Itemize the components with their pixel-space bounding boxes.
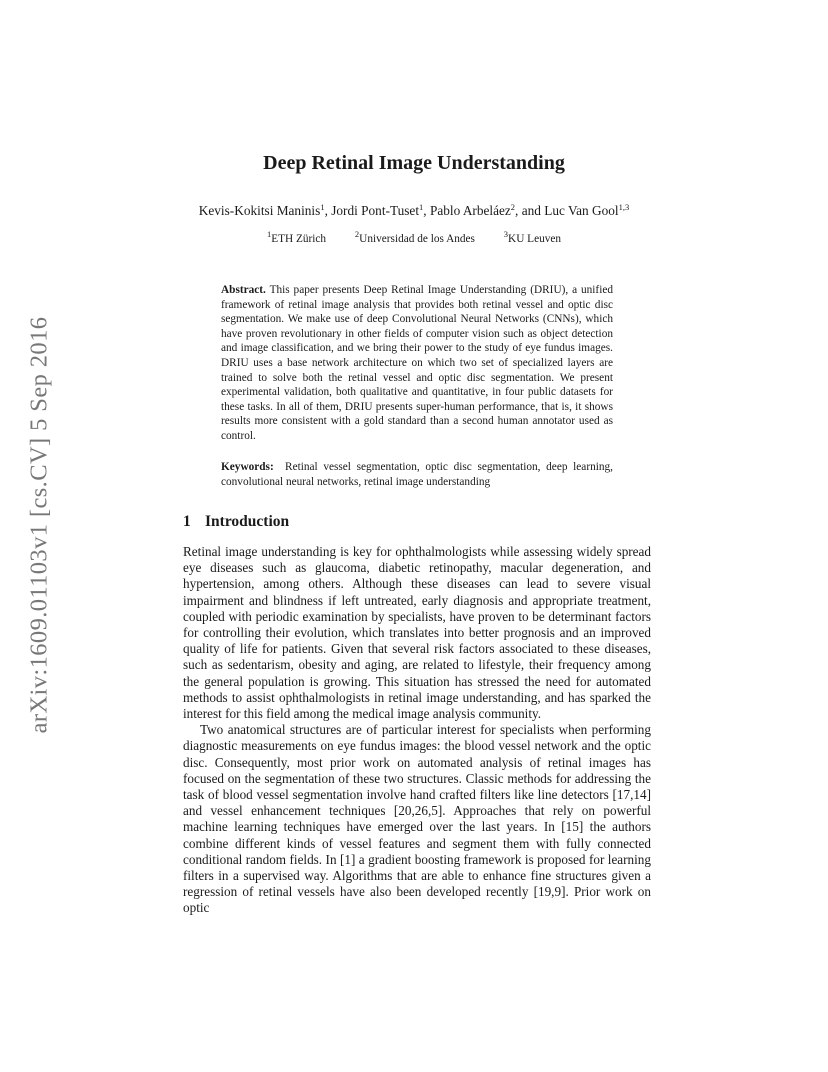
body-paragraph: Two anatomical structures are of particular interest for specialists when performing diagnostic measurements on eye fundus images: the blood vessel network and the optic disc. Consequently, most prior work on automated analysis of retinal images has focused on the segmentation of these two structures. Classic methods for addressing the task of blood vessel segmentation involve hand crafted filters like line detectors [17,14] and vessel enhancement techniques [20,26,5]. Approaches that rely on powerful machine learning techniques have emerged over the last years. In [15] the authors combine different kinds of vessel features and segment them with fully connected conditional random fields. In [1] a gradient boosting framework is proposed for learning filters in a supervised way. Algorithms that are able to enhance fine structures given a regression of retinal vessels have also been developed recently [19,9]. Prior work on optic [183, 722, 651, 916]
keywords-text: Retinal vessel segmentation, optic disc segmentation, deep learning, convolutional neural networks, retinal image understanding [221, 461, 613, 488]
arxiv-id-text: arXiv:1609.01103v1 [cs.CV] 5 Sep 2016 [25, 316, 52, 734]
author: Kevis-Kokitsi Maninis$^1$ [198, 202, 325, 218]
author: Jordi Pont-Tuset$^1$ [331, 202, 424, 218]
keywords-label: Keywords: [221, 461, 274, 473]
author: Luc Van Gool$^{1,3}$ [544, 202, 630, 218]
abstract [221, 283, 613, 444]
body-paragraph: Retinal image understanding is key for ophthalmologists while assessing widely spread eye diseases such as glaucoma, diabetic retinopathy, macular degeneration, and hypertension, among others. Although these diseases can lead to severe visual impairment and blindness if left untreated, early diagnosis and appropriate treatment, coupled with periodic examination by specialists, have proven to be determinant factors for controlling their evolution, which translates into better prognosis and an improved quality of life for patients. Given that several risk factors associated to these diseases, such as sedentarism, obesity and aging, are related to lifestyle, their frequency among the general population is growing. This situation has stressed the need for automated methods to assist ophthalmologists in retinal image understanding, and has sparked the interest for this field among the medical image analysis community. [183, 544, 651, 722]
author-list: Kevis-Kokitsi Maninis$^1$, Jordi Pont-Tuset$^1$, Pablo Arbeláez$^2$, and Luc Van Gool$^{1,3}$ [198, 202, 630, 218]
abstract-label: Abstract. [221, 284, 266, 296]
affiliation-list [0, 229, 828, 245]
section-heading-introduction [183, 513, 289, 531]
affiliation: $^3$KU Leuven [503, 229, 562, 245]
abstract-text: This paper presents Deep Retinal Image Understanding (DRIU), a unified framework of retinal image analysis that provides both retinal vessel and optic disc segmentation. We make use of deep Convolutional Neural Networks (CNNs), which have proven revolutionary in other fields of computer vision such as object detection and image classification, and we bring their power to the study of eye fundus images. DRIU uses a base network architecture on which two set of specialized layers are trained to solve both the retinal vessel and optic disc segmentation. We present experimental validation, both qualitative and quantitative, in four public datasets for these tasks. In all of them, DRIU presents super-human performance, that is, it shows results more consistent with a gold standard than a second human annotator used as control. [221, 284, 613, 442]
arxiv-identifier-sidebar [24, 290, 54, 760]
paper-title: Deep Retinal Image Understanding [263, 152, 565, 174]
author: Pablo Arbeláez$^2$ [429, 202, 516, 218]
introduction-body [183, 544, 651, 917]
keywords [221, 460, 613, 489]
section-number: 1 [183, 513, 191, 530]
section-title: Introduction [205, 513, 290, 530]
affiliation: $^2$Universidad de los Andes [354, 229, 475, 245]
affiliation: $^1$ETH Zürich [266, 229, 327, 245]
